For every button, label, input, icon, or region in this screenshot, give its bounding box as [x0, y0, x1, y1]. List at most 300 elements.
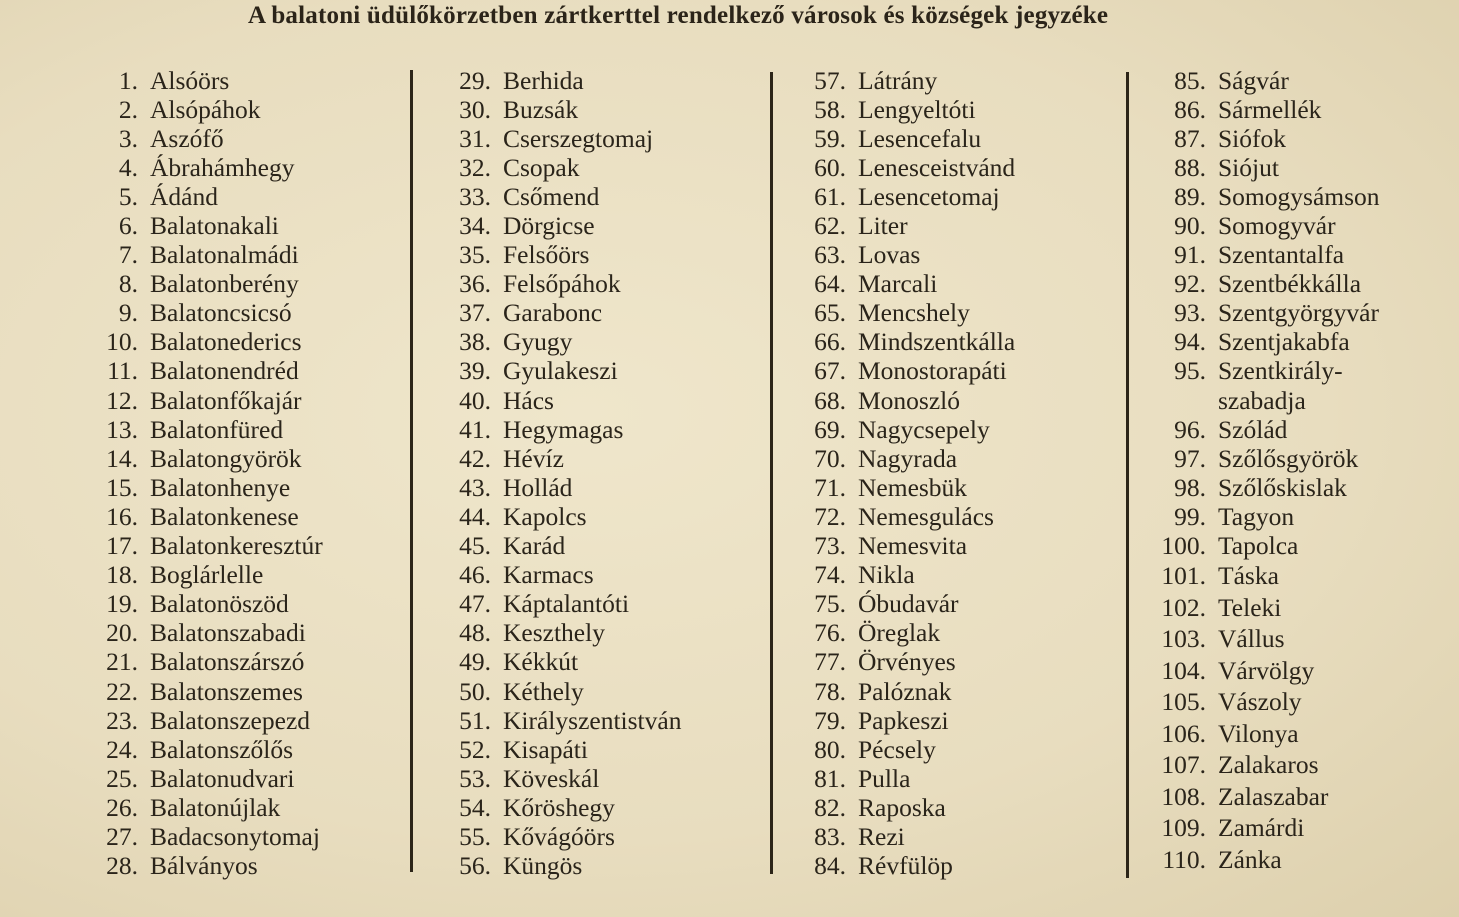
item-number: 18.: [106, 560, 138, 590]
list-item: [446, 561, 681, 590]
list-item: [1148, 357, 1380, 386]
item-number: 47.: [459, 589, 491, 619]
settlement-name: Kisapáti: [503, 734, 588, 764]
list-item: [800, 328, 1015, 357]
settlement-name: Lengyeltóti: [858, 94, 976, 124]
settlement-name: Balatonkeresztúr: [150, 531, 323, 561]
settlement-name: Pulla: [858, 763, 911, 793]
item-number: 16.: [106, 501, 138, 531]
list-item: [88, 473, 323, 502]
list-item: [1148, 444, 1380, 473]
list-item: [88, 241, 323, 270]
item-number: 21.: [106, 647, 138, 677]
item-number: 84.: [814, 851, 846, 881]
list-item: [88, 706, 323, 735]
item-number: 31.: [459, 123, 491, 153]
item-number: 109.: [1161, 813, 1206, 843]
list-item: [1148, 270, 1380, 299]
settlement-name: Balatonkenese: [150, 501, 299, 531]
item-number: 11.: [107, 356, 138, 386]
item-number: 39.: [459, 356, 491, 386]
list-item: [88, 299, 323, 328]
settlement-name: Boglárlelle: [150, 560, 264, 590]
list-item: [1148, 655, 1380, 687]
list-item: [88, 590, 323, 619]
settlement-name: Várvölgy: [1218, 655, 1315, 685]
list-item: [1148, 561, 1380, 593]
settlement-name: Sármellék: [1218, 94, 1322, 124]
item-number: 9.: [118, 298, 138, 328]
item-number: 89.: [1174, 181, 1206, 211]
item-number: 53.: [459, 763, 491, 793]
item-number: 49.: [459, 647, 491, 677]
list-item: [800, 66, 1015, 95]
list-item: [88, 735, 323, 764]
item-number: 77.: [814, 647, 846, 677]
item-number: 98.: [1174, 472, 1206, 502]
list-item: [446, 677, 681, 706]
item-number: 76.: [814, 618, 846, 648]
item-number: 7.: [118, 240, 138, 270]
list-item: [1148, 328, 1380, 357]
settlement-name: Szőlősgyörök: [1218, 443, 1359, 473]
item-number: 37.: [459, 298, 491, 328]
item-number: 3.: [118, 123, 138, 153]
item-number: 99.: [1174, 501, 1206, 531]
settlement-name: Nemesbük: [858, 472, 968, 502]
list-item: [446, 706, 681, 735]
item-number: 48.: [459, 618, 491, 648]
item-number: 106.: [1161, 718, 1206, 748]
list-item: [446, 415, 681, 444]
item-number: 55.: [459, 821, 491, 851]
settlement-name: Marcali: [858, 269, 938, 299]
settlement-name: Balatonhenye: [150, 472, 291, 502]
list-item: [800, 561, 1015, 590]
list-item: [1148, 750, 1380, 782]
settlement-name: Kéthely: [503, 676, 584, 706]
settlement-name: Balatonalmádi: [150, 240, 299, 270]
settlement-name: Felsőpáhok: [503, 269, 621, 299]
settlement-name: Küngös: [503, 851, 583, 881]
item-number: 28.: [106, 851, 138, 881]
list-item: [88, 532, 323, 561]
list-item: [88, 648, 323, 677]
item-number: 14.: [106, 443, 138, 473]
settlement-name: Balatoncsicsó: [150, 298, 292, 328]
item-number: 25.: [106, 763, 138, 793]
list-item: [446, 473, 681, 502]
item-number: 66.: [814, 327, 846, 357]
list-item: [88, 124, 323, 153]
settlement-name: Monostorapáti: [858, 356, 1007, 386]
settlement-name: Lesencefalu: [858, 123, 982, 153]
settlement-name: Mencshely: [858, 298, 970, 328]
list-item: [800, 822, 1015, 851]
list-item: [1148, 781, 1380, 813]
item-number: 63.: [814, 240, 846, 270]
list-item: [1148, 502, 1380, 531]
list-item: [446, 124, 681, 153]
list-item: [1148, 299, 1380, 328]
list-item: [446, 270, 681, 299]
settlement-name: Vászoly: [1218, 687, 1302, 717]
settlement-name: Örvényes: [858, 647, 956, 677]
settlement-name: Garabonc: [503, 298, 603, 328]
settlement-name: Vilonya: [1218, 718, 1299, 748]
list-item: [88, 270, 323, 299]
settlement-name: Dörgicse: [503, 211, 595, 241]
list-item: [446, 241, 681, 270]
settlement-name: Felsőörs: [503, 240, 590, 270]
item-number: 2.: [118, 94, 138, 124]
list-item: [800, 386, 1015, 415]
settlement-name: Látrány: [858, 65, 938, 95]
list-item: [1148, 813, 1380, 845]
list-item: [446, 590, 681, 619]
item-number: 87.: [1174, 123, 1206, 153]
settlement-name: Tapolca: [1218, 531, 1299, 561]
list-item: [800, 532, 1015, 561]
list-item: [88, 619, 323, 648]
list-item: [1148, 182, 1380, 211]
list-item: [88, 182, 323, 211]
item-number: 24.: [106, 734, 138, 764]
column-divider-1: [410, 70, 413, 872]
list-item: [800, 153, 1015, 182]
settlement-name: Csőmend: [503, 181, 600, 211]
settlement-name: Csopak: [503, 152, 580, 182]
settlement-name: Nagyrada: [858, 443, 958, 473]
item-number: 96.: [1174, 414, 1206, 444]
item-number: 91.: [1174, 240, 1206, 270]
settlement-name: Nagycsepely: [858, 414, 990, 444]
settlement-name: Keszthely: [503, 618, 605, 648]
settlement-name: Révfülöp: [858, 851, 953, 881]
list-item: [1148, 95, 1380, 124]
list-item: [446, 182, 681, 211]
item-number: 58.: [814, 94, 846, 124]
list-item: [446, 444, 681, 473]
item-number: 8.: [118, 269, 138, 299]
list-column-2: [446, 66, 681, 881]
list-item: [800, 502, 1015, 531]
list-item: [446, 299, 681, 328]
settlement-name: Szentbékkálla: [1218, 269, 1362, 299]
settlement-name: szabadja: [1218, 385, 1306, 415]
settlement-name: Hollád: [503, 472, 573, 502]
settlement-name: Káptalantóti: [503, 589, 630, 619]
item-number: 26.: [106, 792, 138, 822]
settlement-name: Balatonszemes: [150, 676, 303, 706]
list-item: [1148, 124, 1380, 153]
item-number: 20.: [106, 618, 138, 648]
item-number: 97.: [1174, 443, 1206, 473]
item-number: 83.: [814, 821, 846, 851]
item-number: 51.: [459, 705, 491, 735]
settlement-name: Zánka: [1218, 844, 1282, 874]
settlement-name: Balatonakali: [150, 211, 279, 241]
item-number: 81.: [814, 763, 846, 793]
item-number: 69.: [814, 414, 846, 444]
settlement-name: Táska: [1218, 561, 1279, 591]
item-number: 71.: [814, 472, 846, 502]
list-item: [446, 793, 681, 822]
settlement-name: Óbudavár: [858, 589, 959, 619]
list-item: [88, 764, 323, 793]
item-number: 38.: [459, 327, 491, 357]
settlement-name: Tagyon: [1218, 501, 1295, 531]
list-item: [800, 852, 1015, 881]
settlement-name: Somogyvár: [1218, 211, 1336, 241]
document-title: A balatoni üdülőkörzetben zártkerttel rendelkező városok és községek jegyzéke: [248, 2, 1109, 29]
list-item: [800, 619, 1015, 648]
settlement-name: Balatonudvari: [150, 763, 295, 793]
item-number: 107.: [1161, 750, 1206, 780]
list-item: [446, 95, 681, 124]
settlement-name: Ábrahámhegy: [150, 152, 295, 182]
list-item: [88, 66, 323, 95]
item-number: 42.: [459, 443, 491, 473]
settlement-name: Hévíz: [503, 443, 564, 473]
settlement-name: Pécsely: [858, 734, 936, 764]
list-item: [800, 444, 1015, 473]
list-item: [800, 706, 1015, 735]
item-number: 102.: [1161, 592, 1206, 622]
list-item: [446, 648, 681, 677]
settlement-name: Cserszegtomaj: [503, 123, 654, 153]
item-number: 27.: [106, 821, 138, 851]
settlement-name: Kapolcs: [503, 501, 587, 531]
item-number: 30.: [459, 94, 491, 124]
item-number: 95.: [1174, 356, 1206, 386]
item-number: 50.: [459, 676, 491, 706]
item-number: 36.: [459, 269, 491, 299]
settlement-name: Szentgyörgyvár: [1218, 298, 1379, 328]
item-number: 80.: [814, 734, 846, 764]
list-item: [446, 764, 681, 793]
list-item: [800, 211, 1015, 240]
settlement-name: Szentkirály-: [1218, 356, 1343, 386]
settlement-name: Alsópáhok: [150, 94, 261, 124]
list-item: [88, 386, 323, 415]
settlement-name: Lenesceistvánd: [858, 152, 1016, 182]
item-number: 108.: [1161, 781, 1206, 811]
settlement-name: Öreglak: [858, 618, 941, 648]
item-number: 59.: [814, 123, 846, 153]
list-item: [446, 852, 681, 881]
item-number: 82.: [814, 792, 846, 822]
settlement-name: Balatonszabadi: [150, 618, 306, 648]
list-item: [88, 793, 323, 822]
column-divider-2: [770, 72, 773, 874]
item-number: 46.: [459, 560, 491, 590]
settlement-name: Gyulakeszi: [503, 356, 618, 386]
item-number: 23.: [106, 705, 138, 735]
item-number: 40.: [459, 385, 491, 415]
list-item: [1148, 386, 1380, 415]
settlement-name: Buzsák: [503, 94, 579, 124]
settlement-name: Liter: [858, 211, 908, 241]
settlement-name: Bálványos: [150, 851, 258, 881]
item-number: 73.: [814, 531, 846, 561]
item-number: 32.: [459, 152, 491, 182]
list-item: [88, 822, 323, 851]
settlement-name: Köveskál: [503, 763, 600, 793]
list-item: [88, 677, 323, 706]
item-number: 90.: [1174, 211, 1206, 241]
settlement-name: Balatongyörök: [150, 443, 302, 473]
settlement-name: Balatonszőlős: [150, 734, 294, 764]
settlement-name: Siófok: [1218, 123, 1287, 153]
list-item: [800, 270, 1015, 299]
item-number: 93.: [1174, 298, 1206, 328]
list-item: [88, 95, 323, 124]
list-column-1: [88, 66, 323, 881]
settlement-name: Ádánd: [150, 181, 218, 211]
list-item: [1148, 624, 1380, 656]
item-number: 19.: [106, 589, 138, 619]
settlement-name: Balatonendréd: [150, 356, 299, 386]
item-number: 1.: [118, 65, 138, 95]
settlement-name: Karád: [503, 531, 566, 561]
list-item: [800, 299, 1015, 328]
item-number: 56.: [459, 851, 491, 881]
item-number: 15.: [106, 472, 138, 502]
settlement-name: Lovas: [858, 240, 921, 270]
list-item: [1148, 844, 1380, 876]
item-number: 52.: [459, 734, 491, 764]
list-item: [1148, 592, 1380, 624]
item-number: 6.: [118, 211, 138, 241]
settlement-name: Nikla: [858, 560, 915, 590]
item-number: 67.: [814, 356, 846, 386]
settlement-name: Balatonöszöd: [150, 589, 289, 619]
settlement-name: Balatonederics: [150, 327, 302, 357]
settlement-name: Somogysámson: [1218, 181, 1380, 211]
settlement-name: Királyszentistván: [503, 705, 682, 735]
item-number: 35.: [459, 240, 491, 270]
list-item: [88, 328, 323, 357]
item-number: 57.: [814, 65, 846, 95]
item-number: 68.: [814, 385, 846, 415]
item-number: 92.: [1174, 269, 1206, 299]
column-divider-3: [1126, 72, 1129, 878]
settlement-name: Szentjakabfa: [1218, 327, 1350, 357]
list-item: [800, 793, 1015, 822]
list-item: [800, 735, 1015, 764]
item-number: 103.: [1161, 624, 1206, 654]
list-item: [1148, 687, 1380, 719]
list-item: [88, 415, 323, 444]
item-number: 65.: [814, 298, 846, 328]
list-item: [88, 502, 323, 531]
list-item: [88, 852, 323, 881]
item-number: 22.: [106, 676, 138, 706]
list-item: [800, 590, 1015, 619]
settlement-name: Palóznak: [858, 676, 952, 706]
settlement-name: Nemesvita: [858, 531, 968, 561]
item-number: 4.: [118, 152, 138, 182]
settlement-name: Gyugy: [503, 327, 573, 357]
item-number: 86.: [1174, 94, 1206, 124]
item-number: 100.: [1161, 531, 1206, 561]
list-item: [1148, 415, 1380, 444]
settlement-name: Zamárdi: [1218, 813, 1305, 843]
list-item: [1148, 241, 1380, 270]
settlement-name: Ságvár: [1218, 65, 1289, 95]
list-item: [446, 502, 681, 531]
settlement-name: Hegymagas: [503, 414, 624, 444]
settlement-name: Karmacs: [503, 560, 594, 590]
item-number: 110.: [1162, 844, 1206, 874]
item-number: 62.: [814, 211, 846, 241]
list-item: [1148, 718, 1380, 750]
settlement-name: Zalaszabar: [1218, 781, 1329, 811]
settlement-name: Szőlőskislak: [1218, 472, 1347, 502]
settlement-name: Kővágóörs: [503, 821, 615, 851]
item-number: 94.: [1174, 327, 1206, 357]
settlement-name: Siójut: [1218, 152, 1279, 182]
item-number: 60.: [814, 152, 846, 182]
settlement-name: Rezi: [858, 821, 905, 851]
settlement-name: Monoszló: [858, 385, 960, 415]
item-number: 101.: [1161, 561, 1206, 591]
list-column-3: [800, 66, 1015, 881]
item-number: 74.: [814, 560, 846, 590]
list-item: [446, 822, 681, 851]
settlement-name: Balatonfüred: [150, 414, 284, 444]
list-item: [1148, 66, 1380, 95]
item-number: 5.: [118, 181, 138, 211]
settlement-name: Berhida: [503, 65, 584, 95]
list-item: [800, 648, 1015, 677]
list-item: [800, 95, 1015, 124]
list-item: [800, 357, 1015, 386]
settlement-name: Teleki: [1218, 592, 1282, 622]
list-item: [1148, 211, 1380, 240]
settlement-name: Lesencetomaj: [858, 181, 1000, 211]
item-number: 12.: [106, 385, 138, 415]
list-item: [88, 444, 323, 473]
item-number: 70.: [814, 443, 846, 473]
settlement-name: Kékkút: [503, 647, 579, 677]
item-number: 17.: [106, 531, 138, 561]
list-item: [88, 561, 323, 590]
list-item: [800, 764, 1015, 793]
list-item: [446, 357, 681, 386]
item-number: 43.: [459, 472, 491, 502]
list-item: [88, 211, 323, 240]
settlement-name: Papkeszi: [858, 705, 949, 735]
item-number: 61.: [814, 181, 846, 211]
settlement-name: Nemesgulács: [858, 501, 994, 531]
item-number: 33.: [459, 181, 491, 211]
settlement-name: Kőröshegy: [503, 792, 615, 822]
settlement-name: Aszófő: [150, 123, 224, 153]
settlement-name: Raposka: [858, 792, 946, 822]
list-item: [1148, 473, 1380, 502]
list-item: [446, 532, 681, 561]
settlement-name: Balatonberény: [150, 269, 299, 299]
item-number: 54.: [459, 792, 491, 822]
list-item: [800, 241, 1015, 270]
list-item: [446, 211, 681, 240]
list-item: [1148, 532, 1380, 561]
settlement-name: Balatonszepezd: [150, 705, 311, 735]
settlement-name: Balatonfőkajár: [150, 385, 302, 415]
list-item: [1148, 153, 1380, 182]
